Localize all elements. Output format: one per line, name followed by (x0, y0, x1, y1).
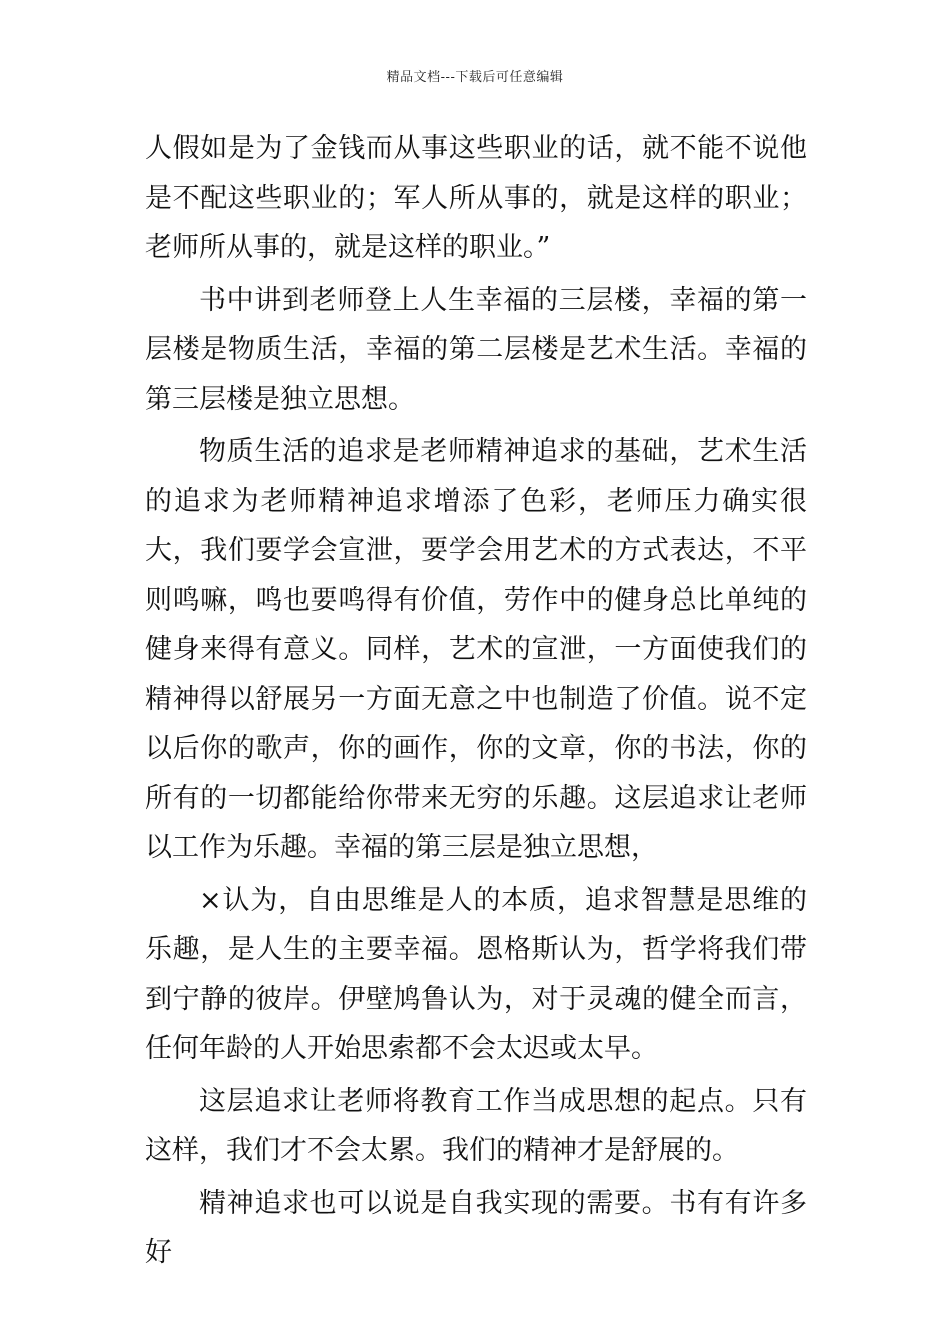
page-header: 精品文档---下载后可任意编辑 (386, 70, 564, 85)
paragraph-5: 这层追求让老师将教育工作当成思想的起点。只有这样，我们才不会太累。我们的精神才是舒展的。 (145, 1085, 807, 1166)
document-body (145, 124, 807, 1281)
paragraph-2: 书中讲到老师登上人生幸福的三层楼，幸福的第一层楼是物质生活，幸福的第二层楼是艺术生活。幸福的第三层楼是独立思想。 (145, 284, 807, 415)
paragraph-1: 人假如是为了金钱而从事这些职业的话，就不能不说他是不配这些职业的；军人所从事的，就是这样的职业；老师所从事的，就是这样的职业。” (145, 133, 807, 263)
paragraph-6: 精神追求也可以说是自我实现的需要。书有有许多好 (145, 1187, 807, 1268)
paragraph-3: 物质生活的追求是老师精神追求的基础，艺术生活的追求为老师精神追求增添了色彩，老师压力确实很大，我们要学会宣泄，要学会用艺术的方式表达，不平则鸣嘛，鸣也要鸣得有价值，劳作中的健身总比单纯的健身来得有意义。同样，艺术的宣泄，一方面使我们的精神得以舒展另一方面无意之中也制造了价值。说不定以后你的歌声，你的画作，你的文章，你的书法，你的所有的一切都能给你带来无穷的乐趣。这层追求让老师以工作为乐趣。幸福的第三层是独立思想， (145, 436, 807, 863)
paragraph-4: ×认为，自由思维是人的本质，追求智慧是思维的乐趣，是人生的主要幸福。恩格斯认为，哲学将我们带到宁静的彼岸。伊壁鸠鲁认为，对于灵魂的健全而言，任何年龄的人开始思索都不会太迟或太早。 (145, 884, 807, 1064)
